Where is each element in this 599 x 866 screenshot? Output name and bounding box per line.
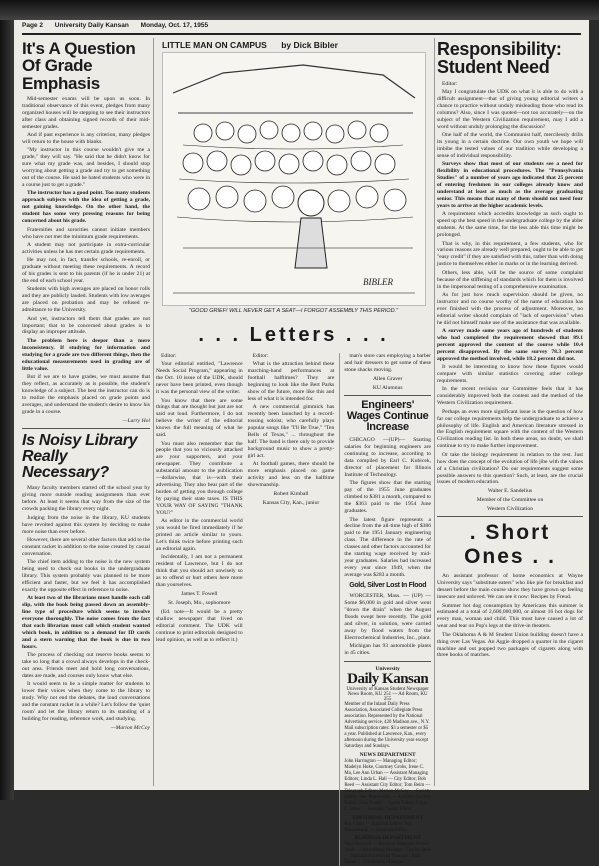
folio-page: Page 2 (22, 22, 43, 29)
paragraph: But if we are to have grades, we must assume that they reflect, as accurately as is possible, the student's knowledge of a subject. The best the instructor can do is to realize the emphasis placed on grade points and averages, and understand the student's desire to know his grade in a course. (22, 374, 150, 415)
paragraph: A survey made some years ago of hundreds of students who had completed the requirement showed that 89.1 percent approved the content of the course while 10.4 percent disapproved. By the same survey 78.3 percent approved the method involved, while 18.2 percent did not. (437, 328, 583, 362)
letter-halftime (248, 353, 335, 489)
paragraph: In the recent revision our Committee feels that it has considerably improved both the content and the method of the Western Civilization requirement. (437, 386, 583, 407)
left-column (22, 38, 150, 788)
paragraph: The chief item adding to the noise is the new system being used to check out books in the undergraduate library. This system probably was planned to be more efficient and faster, but we feel it has accomplished exactly the opposite effect in reference to noise. (22, 559, 150, 593)
paragraph: He may not, in fact, transfer schools, re-enroll, or graduate without meeting these requirements. A record of his grades is sent to his parents (if he is under 21) at the end of each school year. (22, 257, 150, 285)
newspaper-page (14, 20, 589, 866)
paragraph: WORCESTER, Mass. — (UP) — Some $6,000 in gold and silver went "down the drain" when the August floods swept here recently. The gold and silver, in solution, were carried away by flood waters from the Electrochemical Industries, Inc., plant. (344, 592, 432, 641)
cartoon-header (162, 40, 431, 50)
letters-subcolumn-1 (156, 353, 243, 866)
paragraph: It would seem to be a simple matter for students to lower their voices when they come to the library to study. Why not end the debates, the loud conversations and the constant racket in a while? Let's follow the 'quiet room' and let the library return to its standing of a building for reading, reference work, and studying. (22, 681, 150, 722)
paragraph: "My instructor in this course wouldn't give me a grade," they will say. "He said that he didn't know for sure what my grade was, and besides, I should stop worrying about getting a grade and try to get something out of the course. He said he hated students who were in a course just to get a grade." (22, 147, 150, 189)
masthead (344, 666, 431, 702)
paragraph: Incidentally, I am not a permanent resident of Lawrence, but I do not think that you should act unwisely so as to offend or hurt others here more than yourselves. (156, 554, 243, 588)
masthead-subtitle: University of Kansas Student Newspaper (346, 686, 429, 692)
folio-paper: University Daily Kansan (54, 22, 129, 29)
paragraph: Summer hot dog consumption by Americans this summer is estimated at a total of 2,600,000,000, or almost 16 hot dogs for every man, woman and child. This must have caused a lot of wear and tear on Pop's legs at the drive-in theaters. (437, 602, 583, 630)
folio-rule (22, 33, 581, 35)
masthead-about: Member of the Inland Daily Press Association, Associated Collegiate Press association. Represented by the National Advertising service, 420 Madison ave., N.Y. Mail subscription rates: $3 a semester or $5 a year. Published at Lawrence, Kan., every afternoon during the University year except Saturdays and Sundays. (344, 701, 430, 749)
staff-heading: BUSINESS DEPARTMENT (354, 835, 421, 842)
paragraph: That is why, in this requirement, a few students, who for various reasons are already well prepared, ought to be able to get "easy credit" if they are satisfied with this, rather than with doing justice to themselves either in marks or in the learning derived. (437, 240, 583, 268)
letter-signature: Allen Graver (373, 375, 403, 382)
headline-short-ones: . Short Ones . . (464, 521, 556, 569)
paragraph: It would be interesting to know how these figures would compare with similar statistics covering other college requirements. (437, 364, 583, 385)
paragraph: Your editorial entitled, "Lawrence Needs Social Program," appearing in the Oct. 10 issue of the UDK, should never have been printed, even though it was the personal view of the writer. (156, 361, 243, 396)
staff-list: John Harrington — Managing Editor; Madelyn Hoke, Courtney Grohs, Irene C. Ma, Lee Ann Urban — Assistant Managing Editors; Linda L. Hall — City Editor; Bob Reed — Assistant City Editor; Tom Beim — Telegraph Editor; Marion McCoy — Society Editor; Jane Portnowski — Assistant Society Editor; John Buoth — Sports Editor; Frank L. Jonas — Assistant Sports Editor. (344, 758, 431, 812)
folio-date: Monday, Oct. 17, 1955 (140, 22, 209, 29)
headline-gold-silver: Gold, Silver Lost In Flood (349, 581, 427, 589)
paragraph: Mid-semester exams will be upon us soon. In traditional observance of this event, pledges from many organized houses will be stepping to see their instructors after class and obtaining signed records of their mid-semester grades. (22, 95, 150, 130)
paragraph: One half of the world, the Communist half, mercilessly drills its young in a certain doctrine. Our own youth we hope will imbibe the tested values of our tradition while developing a sense of individual responsibility. (437, 132, 583, 159)
scan-edge-top (0, 0, 599, 20)
paragraph: An assistant professor of home economics at Wayne University says "substitute eaters" who like pie for breakfast and dessert before the main course show they have grown up feeling insecure and unloved. We can see it now: Recipes by Freud. (437, 573, 583, 601)
editor-note (156, 609, 243, 644)
headline-responsibility: Responsibility: Student Need (437, 39, 562, 78)
paragraph: Or take the biology requirement in relation to the rest. Just how does the concept of the evolution of life jibe with the values of a Christian civilization? Do our requirements suggest some possible answers to this question? Such, at least, are the crucial issues of modern education. (437, 451, 583, 486)
paragraph: And yet, instructors tell them that grades are not important; that to be concerned about grades is to display an improper attitude. (22, 315, 150, 336)
paragraph: At least two of the librarians must handle each call slip, with the book being passed down an assembly-line type of procedure which seems to involve everyone thoroughly. The noise comes from the fact that each librarian must call which student wanted which book, in addition to a demand for ID cards and a stern warning that the book is due in two hours. (22, 595, 150, 650)
divider (437, 516, 583, 517)
letters-subcolumn-2 (248, 353, 335, 866)
cartoon-illustration (162, 52, 426, 306)
letter-responsibility (437, 81, 583, 487)
divider (344, 395, 431, 396)
paragraph: However, there are several other factors that add to the constant racket in addition to the noise created by casual conversation. (22, 536, 150, 557)
cartoon-caption: "GOOD GRIEF! WILL NEVER GET A SEAT—I FORGOT ASSEMBLY THIS PERIOD." (188, 308, 399, 314)
paragraph: Many faculty members started off the school year by giving more outside reading assignments than ever before. At least it seems that way from the size of the crowds packing the library every night. (22, 485, 150, 513)
staff-list: Ray Contr — Editorial Editor; Ted Blankenship — Associate Editor. (344, 821, 411, 833)
paragraph: What is the attraction behind these marching-band performances at football halftimes? They are beginning to look like the Bert Parks show of the future, more like this and less of what it is intended for. (247, 361, 335, 403)
cartoon-title: LITTLE MAN ON CAMPUS (162, 40, 267, 50)
paragraph: The Oklahoma A & M Student Union building doesn't have a thing over Las Vegas. An Aggie dropped a quarter in the cigaret machine and out popped two packages of cigarets along with three books of matches. (437, 631, 583, 659)
paragraph: A requirement which accredits knowledge as such ought to speed up the best speed in the undergraduate college by the abler students. At the same time, for the less able this time might be prolonged. (437, 211, 583, 239)
letter-continued-text: man's store cars employing a barber and hair dressers to get some of these stone shacks moving. (344, 353, 432, 373)
paragraph: You know that there are some things that are thought but just are not said out loud. Furthermore, I do not believe the writer of the editorial knows the full meaning of what he said. (156, 397, 243, 439)
cartoon-drawing (163, 53, 425, 305)
paragraph: Students with high averages are placed on honor rolls and they are publicly lauded. Students with low averages are placed on probation and may be refused re-admittance to the University. (22, 286, 150, 314)
article-grade-emphasis (22, 96, 150, 416)
divider (344, 661, 431, 662)
paragraph: Perhaps an even more significant issue is the question of how far our college requirements help the undergraduate to achieve a philosophy of life. English and American literature stressed in the English requirement square with the content of the Western Civilization reading list. In both these areas, no doubt, we shall continue to try to make further improvement. (437, 408, 583, 450)
paragraph: CHICAGO —(UP)— Starting salaries for beginning engineers are continuing to increase, according to data compiled by Earl C. Kubicek, director of placement for Illinois Institute of Technology. (344, 437, 432, 479)
paragraph: As editor in the commercial world you would be fired immediately if he printed an article similar to yours. Let's think twice before printing such an editorial again. (156, 518, 243, 552)
letters-headline: . . . Letters . . . (198, 324, 389, 346)
masthead-university: University (375, 665, 400, 672)
column-rule (434, 38, 435, 786)
headline-grade-emphasis: It's A Question Of Grade Emphasis (22, 39, 136, 93)
paragraph: Judging from the noise in the library, KU students have revolted against this system by deciding to make more noise than ever before. (22, 514, 150, 535)
letter-signature: Robert Kimball (273, 491, 309, 498)
staff-heading: NEWS DEPARTMENT (359, 751, 416, 758)
paragraph: A new commercial gimmick has recently been launched by a record-tossing soloist, who carefully plays popular songs like "I'll Be True," "Ten Bells of Texas," ... throughout the half. The band is there only to provide background music to show a pretty-girl act. (247, 404, 335, 459)
letter-continued (344, 353, 431, 374)
paragraph: As for just how much supervision should be given, no instructor and no course worthy of the name of education has ever finished with the process of adjustment. Moreover, no editorial writer should complain of "lack of supervision" when he did not himself make use of the assistance that was available. (437, 291, 583, 326)
cartoon-signature: BIBLER (363, 277, 393, 287)
byline: —Larry Hol (122, 417, 150, 424)
paragraph: A student may not participate in extra-curricular activities unless he has met certain grade requirements. (22, 241, 150, 255)
column-rule (153, 38, 154, 786)
letters-area (156, 353, 431, 866)
paragraph: The problem here is deeper than a mere inconsistency. If studying for information and studying for a grade are two different things, then the educational measurements used in grading are of little value. (22, 337, 150, 372)
letter-signature: Walter E. Sandelius (487, 488, 533, 495)
editor-note-text: (Ed. note—It would be a pretty shallow newspaper that lived on editorial comment. The UDK will continue to print editorials designed to lead opinion, as well as to reflect it.) (156, 608, 243, 643)
letter-signature-info: KU Alumnus (372, 384, 403, 391)
scan-edge (0, 0, 14, 800)
article-engineers-wages (344, 437, 431, 578)
paragraph: Surveys show that most of our students see a need for flexibility in educational procedures. The "Pennsylvania Studies" of a number of years ago indicated that 25 percent of entering freshmen in our colleges already know and understand at least as much as the average graduating senior. This means that many of them should not need four years to arrive at the higher academic levels. (437, 161, 583, 209)
paragraph: The figures show that the starting pay of the 1955 June graduates climbed to $381 a month, compared to the $363 paid to the 1954 June graduates. (344, 480, 432, 515)
paragraph: Editor: (161, 353, 177, 359)
center-column (156, 38, 432, 866)
paragraph: At football games, there should be more emphasis placed on game activity and less on the halftime showmanship. (247, 461, 335, 489)
letter-signature-info: Kansas City, Kan., junior (262, 500, 320, 507)
paragraph: And if past experience is any criterion, many pledges will return to the house with blanks. (22, 132, 150, 146)
paragraph: The process of checking out reserve books seems to take so long that a crowd always develops in the check-out area. Friends meet and hold long conversations, dates are made, and courses only know what else. (22, 652, 150, 679)
paragraph: Others, less able, will be the source of some complaint because of the stiffening of standards which for them is involved in the impersonal testing of a comprehensive examination. (437, 269, 583, 290)
paragraph: Fraternities and sororities cannot initiate members who have not met the minimum grade requirements. (22, 226, 150, 240)
staff-list: Paul Maxwell — Business Manager; Robert Walls — Advertising Manager; Charles Steel — National Advertising Manager; Jack Fisher — Circulation Manager. (344, 842, 431, 866)
paragraph: The latest figure represents a decline from the all-time high of $386 paid to the 1951 January engineering class. The difference in the rate of classes and other factors accounted for the starting wage received by mid-year graduates. Salaries had increased every year since 1949, when the average was $283 a month. (344, 516, 432, 578)
right-subcolumn (339, 353, 431, 866)
byline: —Marion McCoy (110, 724, 150, 731)
cartoon-byline: by Dick Bibler (281, 40, 338, 50)
headline-noisy-library: Is Noisy Library Really Necessary? (22, 431, 138, 482)
paragraph: Editor: (252, 353, 269, 359)
masthead-nameplate: Daily Kansan (347, 670, 429, 687)
divider (22, 428, 150, 429)
paragraph: The instructor has a good point. Too many students approach subjects with the idea of getting a grade, not gaining knowledge. On the other hand, the student has some very pressing reasons for being concerned about his grade. (22, 190, 150, 225)
article-short-ones (437, 573, 583, 659)
staff-heading: EDITORIAL DEPARTMENT (352, 814, 424, 821)
article-gold-silver (344, 593, 431, 657)
paragraph: You must also remember that the people that you so viciously attacked are your supporters, and your newspaper. They contribute a substantial amount to the publication—dollarwise, that is—with their advertising. They also bear part of the burden of getting you through college by paying their state taxes. IS THIS YOUR WAY OF SAYING "THANK YOU?" (156, 440, 243, 516)
paragraph: May I congratulate the UDK on what it is able to do with a difficult assignment—that of giving young editorial writers a chance to practice without unduly misleading those who read its columns? Also, since I was quoted—not too accurately—on the subject of the Western Civilization requirement, may I add a word without unduly prolonging the discussion? (437, 89, 583, 130)
letter-social-program (156, 353, 243, 589)
headline-engineers-wages: Engineers' Wages Continue Increase (346, 398, 429, 434)
letter-signature-info: St. Joseph, Mo., sophomore (168, 599, 231, 606)
letter-signature-info: Member of the Committee on (476, 497, 544, 504)
letter-signature-info: Western Civilization (487, 506, 533, 513)
masthead-info: News Room, KU 251 — Ad Room, KU 255 (347, 691, 428, 702)
paragraph: Editor: (442, 80, 458, 87)
article-noisy-library (22, 485, 150, 722)
paragraph: Michigan has 93 automobile plants in 45 cities. (344, 642, 432, 656)
right-column (437, 38, 583, 788)
letter-signature: James T. Fowell (181, 590, 218, 597)
